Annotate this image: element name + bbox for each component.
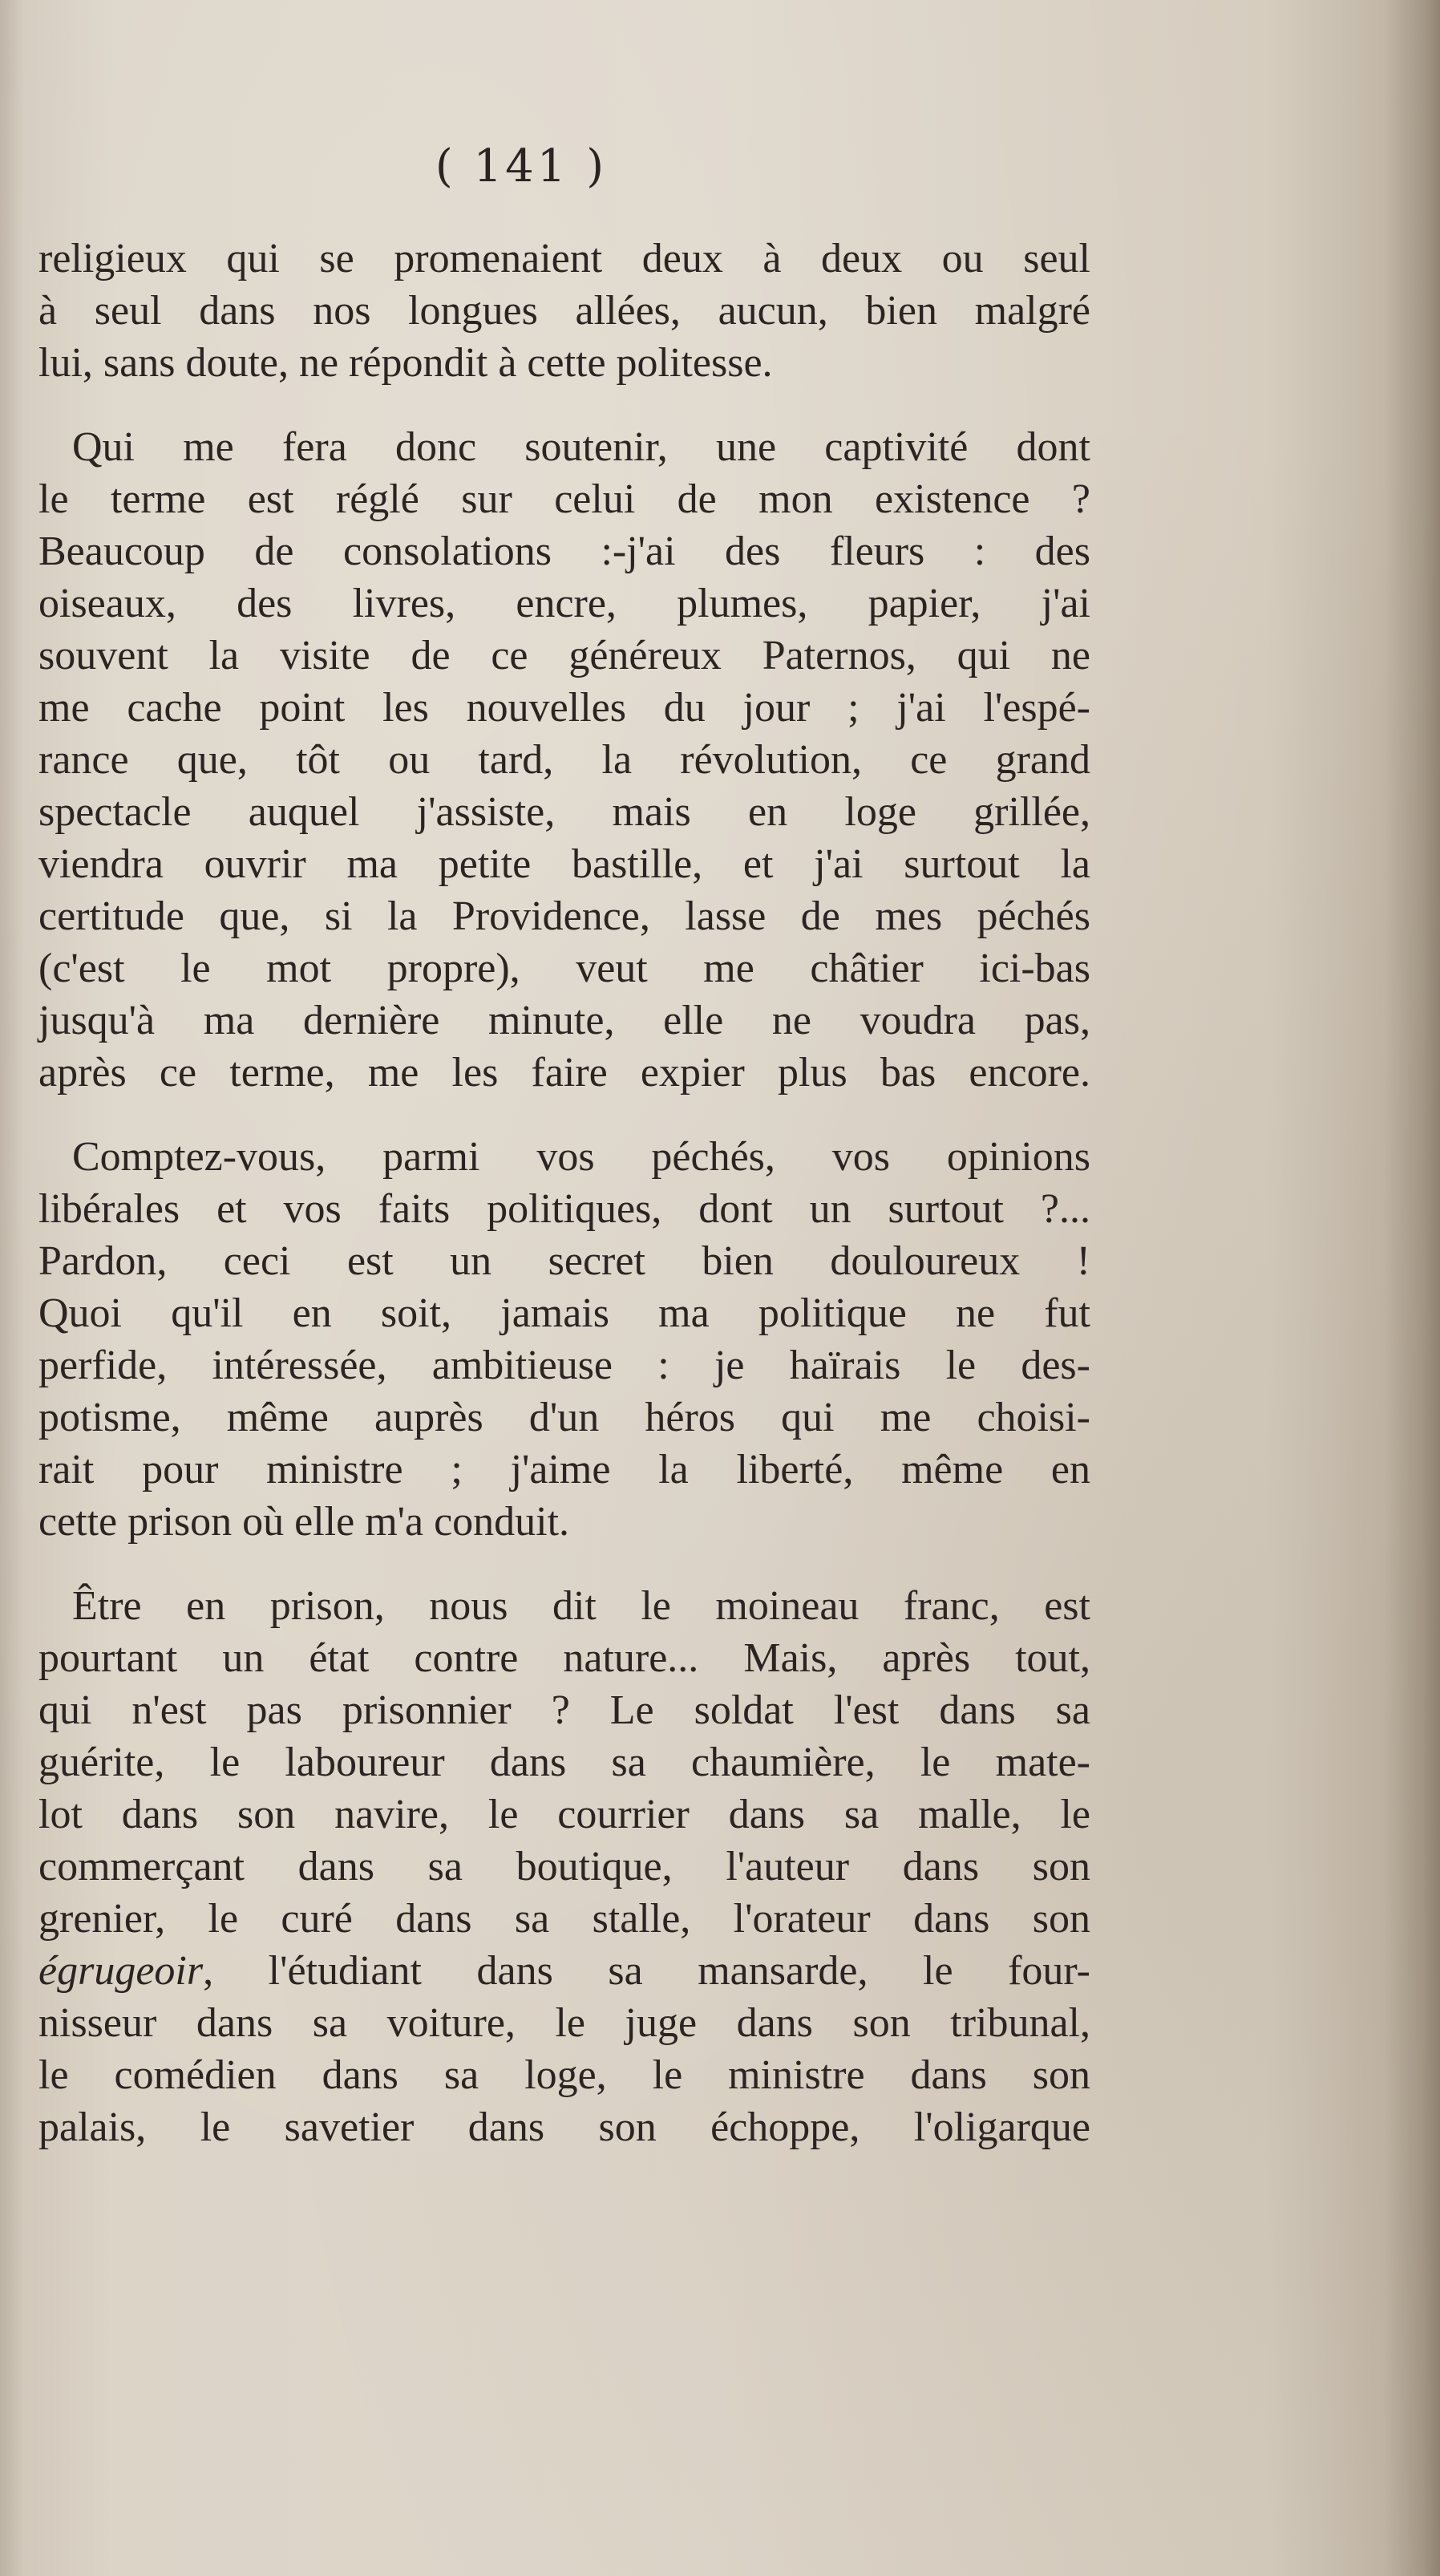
text-line: lui, sans doute, ne répondit à cette politesse. [38,340,773,386]
text-line: libérales et vos faits politiques, dont un surtout ?... [38,1186,1090,1232]
text-line: viendra ouvrir ma petite bastille, et j'ai surtout la [38,841,1090,887]
text-line: guérite, le laboureur dans sa chaumière, le mate- [38,1740,1090,1785]
text-line: perfide, intéressée, ambitieuse : je haïrais le des- [38,1343,1090,1388]
text-line: rance que, tôt ou tard, la révolution, ce grand [38,737,1090,783]
text-line: nisseur dans sa voiture, le juge dans son tribunal, [38,2000,1090,2046]
text-line: le comédien dans sa loge, le ministre dans son [38,2052,1090,2098]
text-line: pourtant un état contre nature... Mais, après tout, [38,1635,1090,1681]
text-line: qui n'est pas prisonnier ? Le soldat l'est dans sa [38,1687,1090,1733]
paragraph-1 [38,233,1090,389]
text-line: cette prison où elle m'a conduit. [38,1499,570,1545]
text-line: rait pour ministre ; j'aime la liberté, même en [38,1447,1090,1493]
text-line: religieux qui se promenaient deux à deux ou seul [38,236,1090,281]
text-line: potisme, même auprès d'un héros qui me choisi- [38,1395,1090,1440]
text-line: me cache point les nouvelles du jour ; j'ai l'espé- [38,685,1090,731]
text-line: souvent la visite de ce généreux Paternos, qui ne [38,633,1090,678]
text-line: (c'est le mot propre), veut me châtier ici-bas [38,946,1090,991]
text-line: spectacle auquel j'assiste, mais en loge grillée, [38,789,1090,835]
text-line: certitude que, si la Providence, lasse de mes péchés [38,893,1090,939]
text-line: Pardon, ceci est un secret bien douloureux ! [38,1238,1090,1284]
page-number: ( 141 ) [435,140,608,192]
text-line: Être en prison, nous dit le moineau franc, est [72,1583,1090,1629]
text-line: jusqu'à ma dernière minute, elle ne voudra pas, [38,998,1090,1043]
text-line: Quoi qu'il en soit, jamais ma politique ne fut [38,1290,1090,1336]
text-line: égrugeoir, l'étudiant dans sa mansarde, le four- [38,1948,1090,1994]
paragraph-3 [38,1131,1090,1548]
text-line: palais, le savetier dans son échoppe, l'oligarque [38,2104,1090,2150]
text-line: lot dans son navire, le courrier dans sa malle, le [38,1792,1090,1837]
page-gutter-right [1384,0,1440,2576]
text-line: le terme est réglé sur celui de mon existence ? [38,476,1090,522]
italic-word: égrugeoir [38,1948,204,1994]
text-line: commerçant dans sa boutique, l'auteur dans son [38,1844,1090,1889]
page-text [38,233,1090,2185]
paragraph-2 [38,421,1090,1099]
page-gutter-left [0,0,24,2576]
text-line: oiseaux, des livres, encre, plumes, papier, j'ai [38,581,1090,626]
text-line: à seul dans nos longues allées, aucun, bien malgré [38,288,1090,334]
text-line: après ce terme, me les faire expier plus bas encore. [38,1050,1090,1096]
text-line: Qui me fera donc soutenir, une captivité dont [72,424,1090,470]
text-line: grenier, le curé dans sa stalle, l'orateur dans son [38,1896,1090,1942]
text-line: Comptez-vous, parmi vos péchés, vos opinions [72,1134,1090,1180]
text-line: Beaucoup de consolations :-j'ai des fleurs : des [38,529,1090,574]
paragraph-4 [38,1580,1090,2153]
